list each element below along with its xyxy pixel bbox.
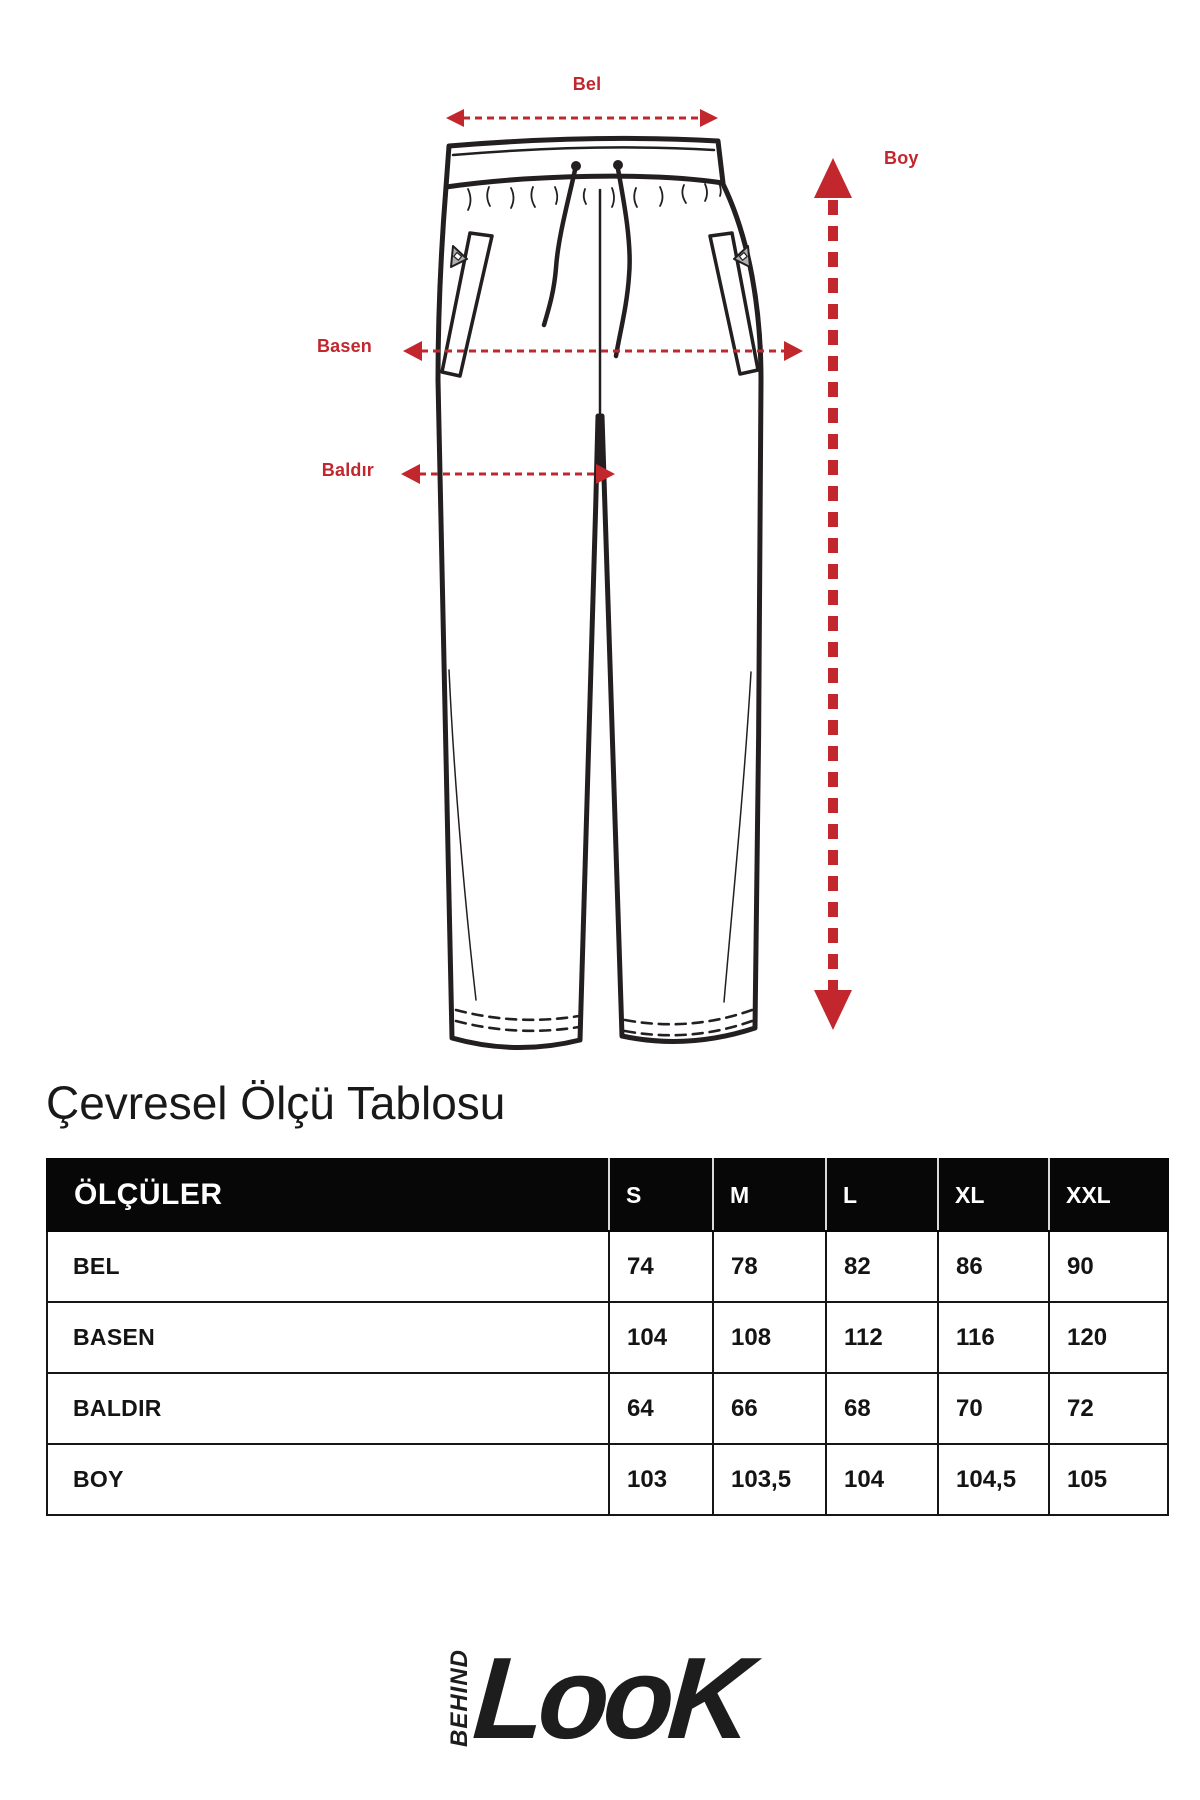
size-table	[46, 1158, 1169, 1516]
cell-bel-l: 82	[826, 1231, 938, 1302]
cell-bel-m: 78	[713, 1231, 826, 1302]
header-size-xl: XL	[938, 1159, 1049, 1231]
cell-baldir-m: 66	[713, 1373, 826, 1444]
logo-behind-text: BEHIND	[446, 1649, 473, 1748]
cell-boy-m: 103,5	[713, 1444, 826, 1515]
header-size-l: L	[826, 1159, 938, 1231]
cell-bel-xxl: 90	[1049, 1231, 1168, 1302]
bel-measure-label: Bel	[572, 74, 602, 94]
cell-basen-m: 108	[713, 1302, 826, 1373]
cell-boy-l: 104	[826, 1444, 938, 1515]
cell-baldir-l: 68	[826, 1373, 938, 1444]
row-label-baldir: BALDIR	[47, 1373, 609, 1444]
cell-baldir-xl: 70	[938, 1373, 1049, 1444]
page-title: Çevresel Ölçü Tablosu	[46, 1077, 506, 1129]
cell-bel-s: 74	[609, 1231, 713, 1302]
cell-boy-xxl: 105	[1049, 1444, 1168, 1515]
cell-bel-xl: 86	[938, 1231, 1049, 1302]
baldir-measure-label: Baldır	[321, 460, 374, 480]
table-row-baldir	[47, 1373, 1168, 1444]
cell-basen-xxl: 120	[1049, 1302, 1168, 1373]
boy-arrow-icon	[814, 158, 852, 1030]
grommet-right	[613, 160, 623, 170]
table-row-boy	[47, 1444, 1168, 1515]
logo-look-text: LooK	[469, 1633, 751, 1763]
boy-measure-label: Boy	[884, 148, 919, 168]
header-size-xxl: XXL	[1049, 1159, 1168, 1231]
basen-measure-label: Basen	[316, 336, 372, 356]
cell-basen-s: 104	[609, 1302, 713, 1373]
table-row-basen	[47, 1302, 1168, 1373]
cell-baldir-s: 64	[609, 1373, 713, 1444]
cell-baldir-xxl: 72	[1049, 1373, 1168, 1444]
bel-arrow-icon	[446, 109, 718, 127]
cell-basen-xl: 116	[938, 1302, 1049, 1373]
header-olculer: ÖLÇÜLER	[47, 1159, 609, 1231]
cell-boy-s: 103	[609, 1444, 713, 1515]
size-table-header-row	[47, 1159, 1168, 1231]
cell-boy-xl: 104,5	[938, 1444, 1049, 1515]
row-label-boy: BOY	[47, 1444, 609, 1515]
table-row-bel	[47, 1231, 1168, 1302]
header-size-m: M	[713, 1159, 826, 1231]
header-size-s: S	[609, 1159, 713, 1231]
grommet-left	[571, 161, 581, 171]
row-label-basen: BASEN	[47, 1302, 609, 1373]
cell-basen-l: 112	[826, 1302, 938, 1373]
row-label-bel: BEL	[47, 1231, 609, 1302]
